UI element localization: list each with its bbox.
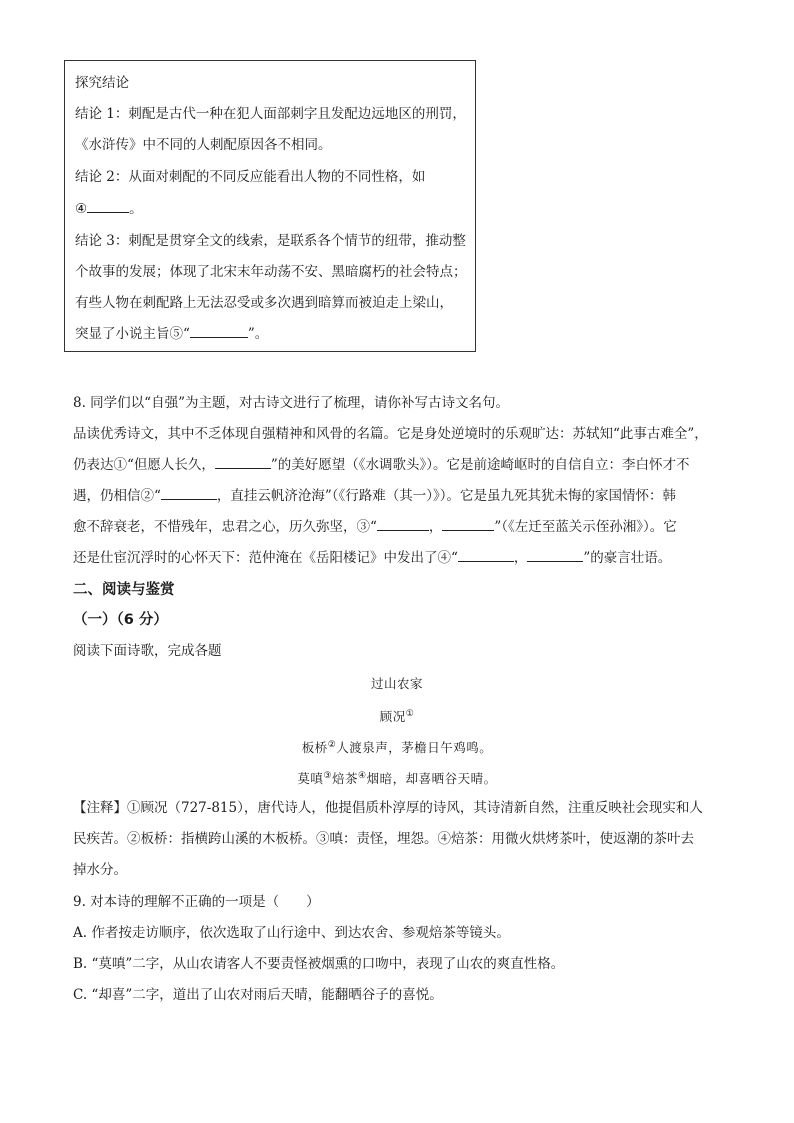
q8-l5-prefix: 还是仕宦沉浮时的心怀天下：范仲淹在《岳阳楼记》中发出了④“	[73, 550, 458, 566]
blank-4-number: ④	[75, 201, 88, 217]
box-title: 探究结论	[75, 75, 129, 91]
conclusion-3-line-1: 结论 3：刺配是贯穿全文的线索，是联系各个情节的纽带，推动整	[75, 233, 466, 249]
q8-l3-prefix: 遇，仍相信②“	[73, 488, 161, 504]
answer-blank-q8-4a[interactable]	[458, 549, 514, 562]
answer-blank-q8-2[interactable]	[161, 487, 217, 500]
conclusion-3-line-3: 有些人物在刺配路上无法忍受或多次遇到暗算而被迫走上梁山，	[75, 295, 453, 311]
question-8-line-4	[73, 517, 677, 537]
question-8-line-2	[73, 455, 690, 475]
footnote-marker-2: ②	[327, 740, 337, 750]
question-8-stem: 8. 同学们以“自强”为主题，对古诗文进行了梳理，请你补写古诗文名句。	[73, 395, 509, 411]
q8-l3-suffix: ，直挂云帆济沧海”（《行路难（其一）》）。它是虽九死其犹未悔的家国情怀：韩	[216, 488, 677, 504]
poem-line-1-b: 人渡泉声，茅檐日午鸡鸣。	[336, 740, 493, 756]
conclusion-box	[64, 60, 476, 352]
q8-l2-prefix: 仍表达①“但愿人长久，	[73, 457, 215, 473]
conclusion-1-line-1: 结论 1：刺配是古代一种在犯人面部刺字且发配边远地区的刑罚，	[75, 106, 466, 122]
poem-title: 过山农家	[370, 676, 423, 691]
question-9-stem: 9. 对本诗的理解不正确的一项是（ ）	[73, 894, 320, 910]
answer-blank-q8-4b[interactable]	[527, 549, 583, 562]
footnote-marker-4: ④	[358, 771, 367, 781]
question-8-line-5	[73, 548, 671, 568]
answer-blank-q8-1[interactable]	[215, 456, 271, 469]
footnote-marker-1: ①	[405, 709, 415, 719]
notes-line-1: 【注释】①顾况（727-815），唐代诗人，他提倡质朴淳厚的诗风，其诗清新自然，注重反映社会现实和人	[73, 800, 703, 816]
answer-blank-q8-3a[interactable]	[377, 518, 429, 531]
poem-author-name: 顾况	[379, 709, 406, 725]
option-c[interactable]: C. “却喜”二字，道出了山农对雨后天晴，能翻晒谷子的喜悦。	[73, 987, 443, 1003]
q8-l2-suffix: ”的美好愿望（《水调歌头》）。它是前途崎岖时的自信自立：李白怀才不	[270, 457, 690, 473]
part-1-heading: （一）（6 分）	[73, 612, 168, 628]
poem-line-2-b: 焙茶	[331, 771, 358, 787]
answer-blank-4[interactable]	[87, 200, 129, 213]
conclusion-3-line-4	[75, 324, 268, 344]
notes-line-2: 民疾苦。②板桥：指横跨山溪的木板桥。③嗔：责怪，埋怨。④焙茶：用微火烘烤茶叶，使返潮的茶叶去	[73, 831, 694, 847]
option-a[interactable]: A. 作者按走访顺序，依次选取了山行途中、到达农舍、参观焙茶等镜头。	[73, 925, 510, 941]
poem-line-2	[0, 766, 794, 789]
question-8-line-3	[73, 486, 676, 506]
option-b[interactable]: B. “莫嗔”二字，从山农请客人不要责怪被烟熏的口吻中，表现了山农的爽直性格。	[73, 956, 565, 972]
conclusion-1-line-2: 《水浒传》中不同的人刺配原因各不相同。	[75, 137, 332, 153]
question-8-line-1: 品读优秀诗文，其中不乏体现自强精神和风骨的名篇。它是身处逆境时的乐观旷达：苏轼知“此事古难全”，	[73, 426, 708, 442]
reading-instruction: 阅读下面诗歌，完成各题	[73, 643, 222, 659]
poem-author	[0, 704, 794, 727]
theme-blank-suffix: ”。	[247, 326, 269, 342]
poem-line-1	[0, 735, 794, 758]
answer-blank-q8-3b[interactable]	[442, 518, 494, 531]
q8-l4-comma: ，	[428, 519, 443, 535]
q8-l5-suffix: ”的豪言壮语。	[583, 550, 672, 566]
conclusion-3-line-2: 个故事的发展；体现了北宋末年动荡不安、黑暗腐朽的社会特点；	[75, 264, 467, 280]
q8-l4-prefix: 愈不辞衰老，不惜残年，忠君之心，历久弥坚，③“	[73, 519, 377, 535]
notes-line-3: 掉水分。	[73, 862, 127, 878]
conclusion-2-line-1: 结论 2：从面对刺配的不同反应能看出人物的不同性格，如	[75, 169, 426, 185]
theme-blank-prefix: 突显了小说主旨⑤“	[75, 326, 190, 342]
poem-line-2-a: 莫嗔	[297, 771, 324, 787]
conclusion-2-line-2	[75, 199, 143, 219]
poem-line-2-c: 烟暗，却喜晒谷天晴。	[366, 771, 497, 787]
q8-l4-suffix: ”（《左迁至蓝关示侄孙湘》）。它	[494, 519, 677, 535]
answer-blank-5[interactable]	[190, 325, 248, 338]
footnote-marker-3: ③	[323, 771, 332, 781]
poem-line-1-a: 板桥	[301, 740, 328, 756]
section-2-heading: 二、阅读与鉴赏	[73, 582, 175, 598]
q8-l5-comma: ，	[513, 550, 528, 566]
blank-4-end: 。	[129, 201, 143, 217]
